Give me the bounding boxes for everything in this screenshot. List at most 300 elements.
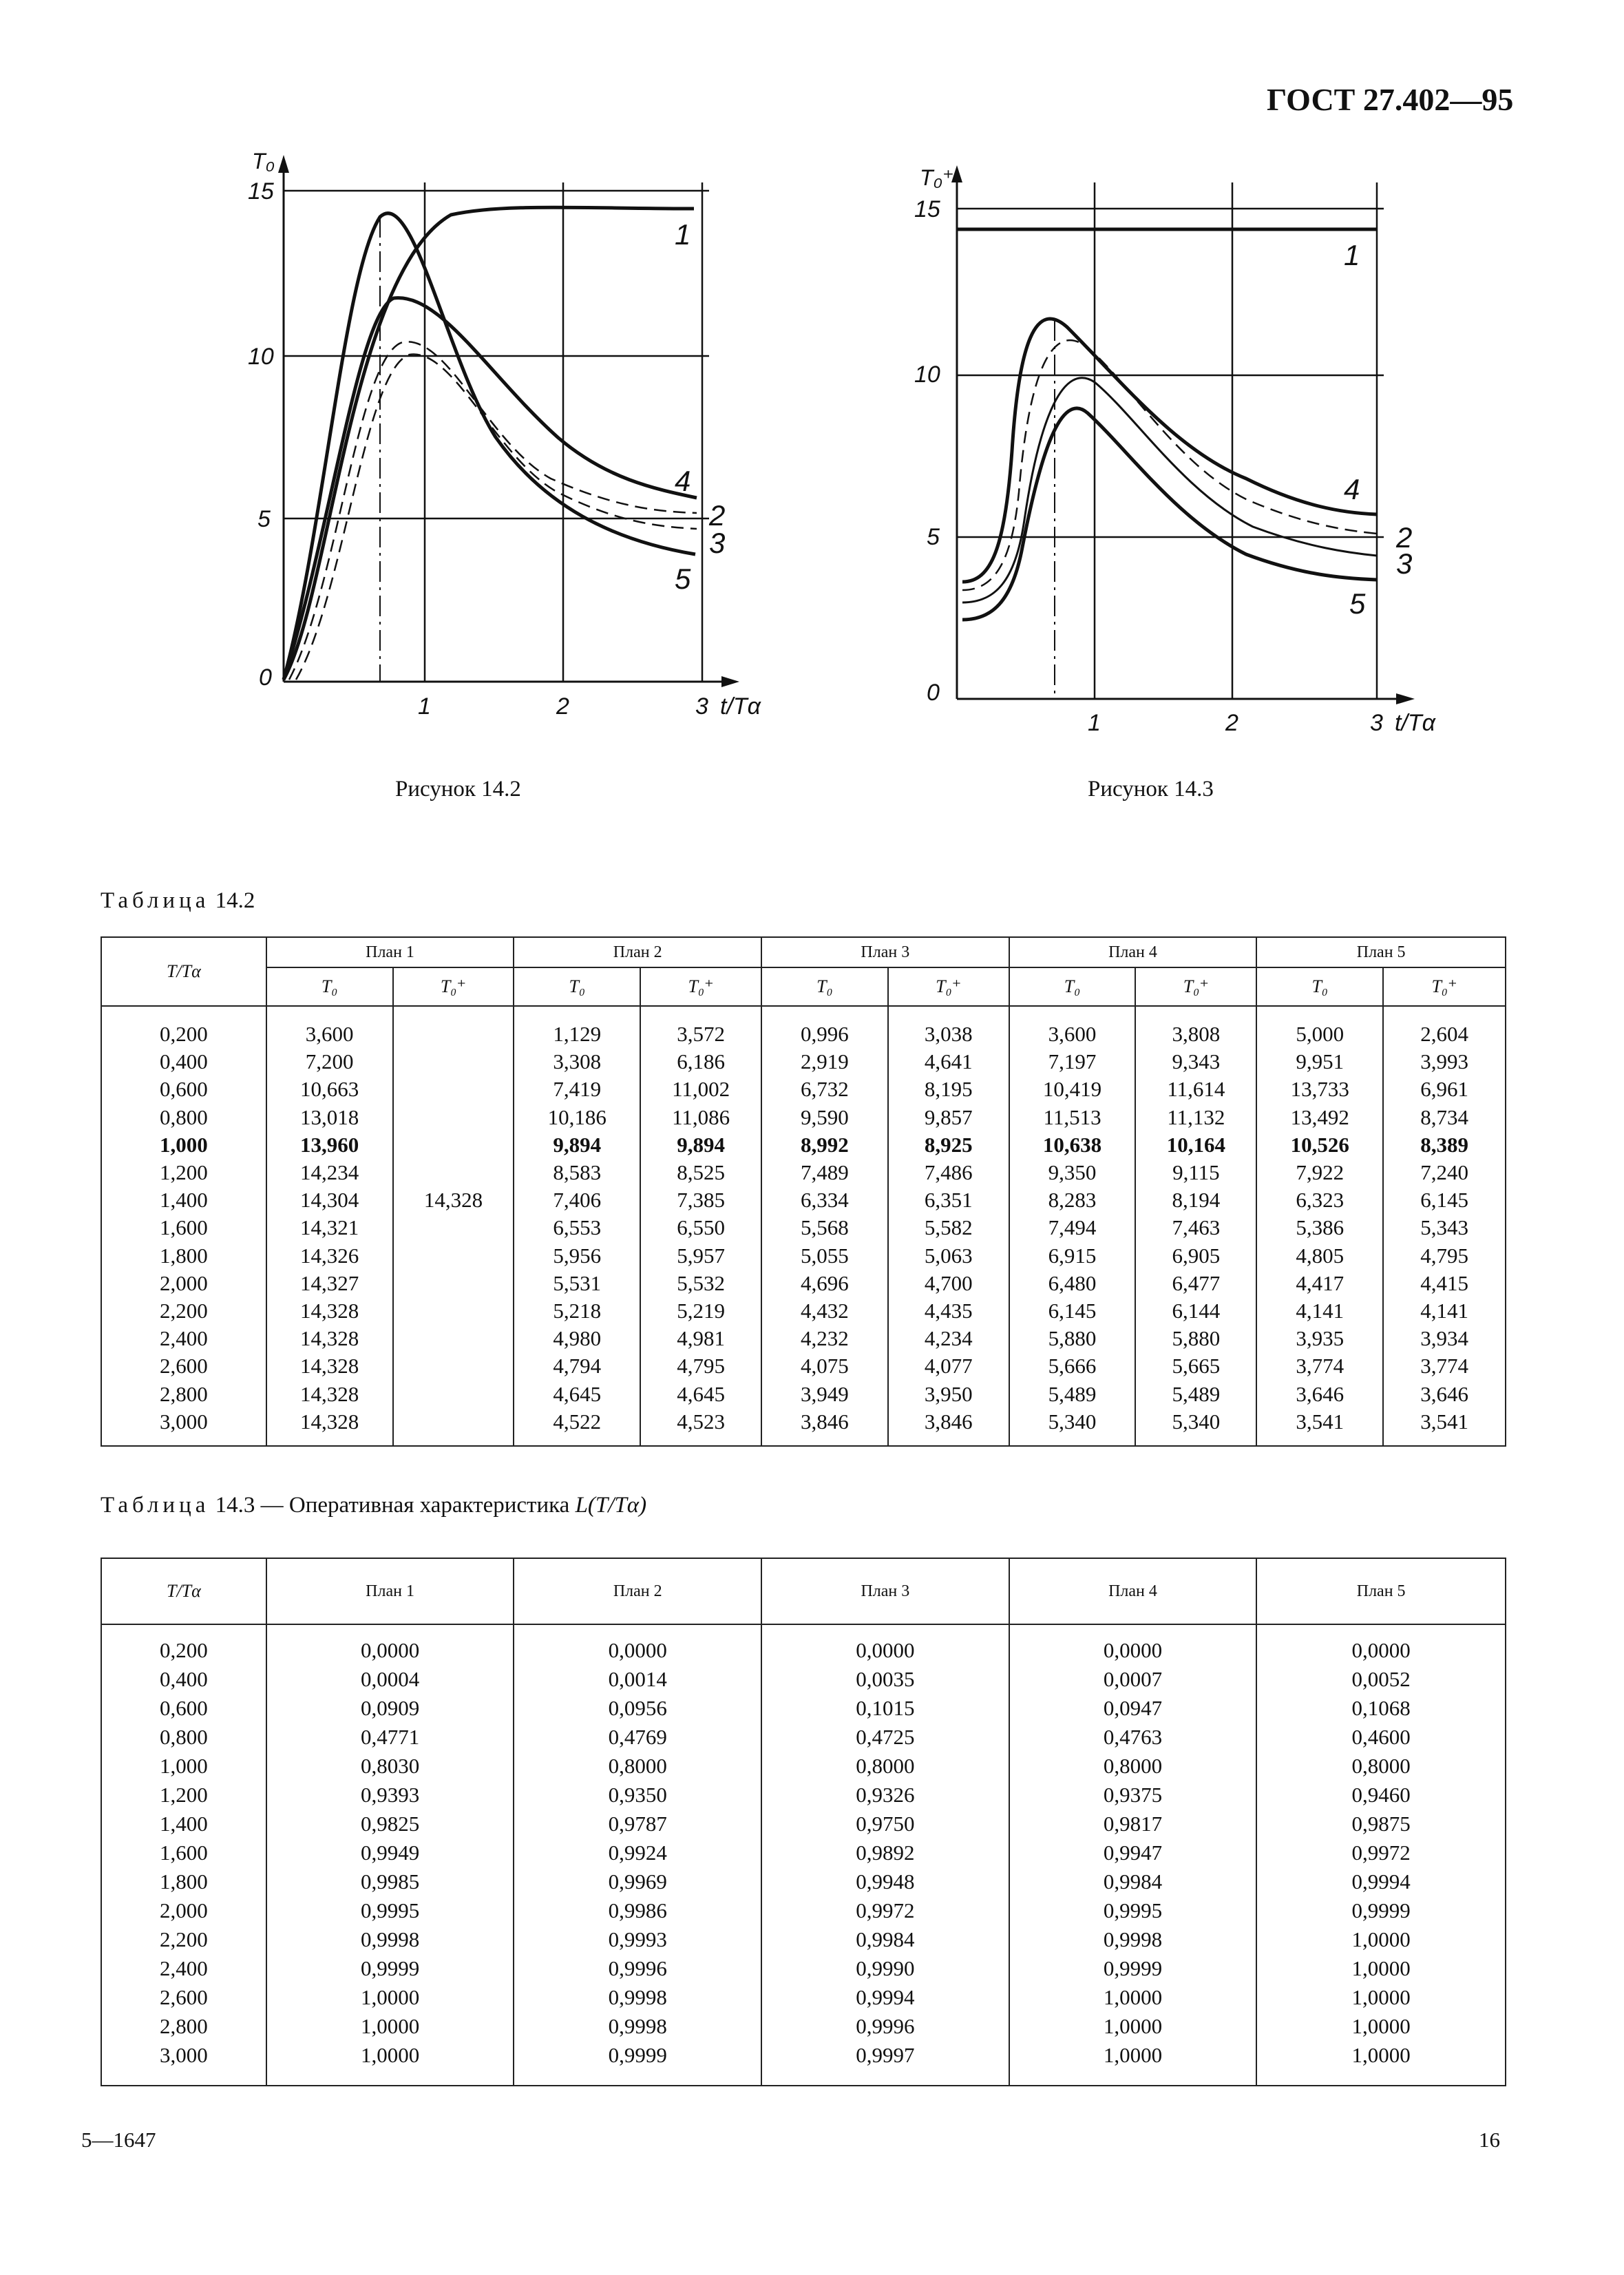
table-cell: 4,141	[1420, 1299, 1468, 1323]
table-cell: 0,0000	[856, 1638, 915, 1662]
table-cell: 5,343	[1420, 1215, 1468, 1240]
table-cell: 13,960	[299, 1132, 359, 1157]
table-cell: 6,145	[1048, 1299, 1097, 1323]
table-cell: 1,400	[160, 1812, 208, 1836]
table-cell: 9,951	[1296, 1049, 1344, 1074]
table-cell: 3,846	[801, 1409, 849, 1434]
table-cell: 0,9999	[608, 2043, 667, 2067]
table-cell: 0,9995	[1103, 1898, 1163, 1922]
table-cell: 1,800	[160, 1869, 208, 1894]
table-cell: 0,9825	[360, 1812, 420, 1836]
table-cell: 3,993	[1420, 1049, 1468, 1074]
table-cell: 1,0000	[1351, 1956, 1411, 1980]
table-cell: 0,8000	[1103, 1754, 1163, 1778]
table-cell: 2,800	[160, 2014, 208, 2038]
table-cell: 0,9326	[856, 1783, 915, 1807]
table-cell: 5,666	[1048, 1354, 1097, 1378]
table-cell: 0,200	[159, 1022, 208, 1046]
table-cell: 0,9972	[856, 1898, 915, 1922]
plan-header: План 1	[266, 1558, 514, 1624]
table-cell: 0,4725	[856, 1725, 915, 1749]
table-cell: 2,600	[159, 1354, 208, 1378]
table-cell: 0,0909	[360, 1696, 420, 1720]
table-cell: 5,340	[1048, 1409, 1097, 1434]
table-cell: 5,880	[1048, 1326, 1097, 1351]
table-cell: 5,665	[1172, 1354, 1221, 1378]
table-cell: 0,9924	[608, 1841, 667, 1865]
ratio-column	[101, 1006, 266, 1446]
table-cell: 9,115	[1172, 1160, 1220, 1185]
table-cell: 4,794	[553, 1354, 602, 1378]
table-cell	[394, 1048, 514, 1076]
y-tick-0: 0	[259, 664, 272, 691]
table-cell: 5,219	[677, 1299, 725, 1323]
table-cell	[394, 1214, 514, 1241]
table-cell: 0,9998	[608, 1985, 667, 2009]
table-cell: 11,132	[1167, 1104, 1225, 1129]
table-cell: 0,9999	[1103, 1956, 1163, 1980]
table-cell: 1,0000	[1351, 1985, 1411, 2009]
table-cell	[394, 1325, 514, 1352]
subheader-t0: T₀	[514, 967, 640, 1006]
table-cell: 4,795	[1420, 1243, 1468, 1268]
document-header: ГОСТ 27.402—95	[1267, 82, 1514, 117]
table-cell: 6,145	[1420, 1188, 1468, 1213]
table-cell: 0,9996	[856, 2014, 915, 2038]
table-cell: 1,0000	[1351, 1927, 1411, 1951]
table-cell: 0,996	[801, 1022, 849, 1046]
x-tick-1: 1	[418, 693, 431, 720]
table-cell: 8,195	[924, 1077, 973, 1102]
table-cell: 0,200	[160, 1638, 208, 1662]
x-axis-label: t/Tα	[1395, 710, 1436, 736]
table-cell: 13,492	[1290, 1104, 1349, 1129]
table-cell: 2,600	[160, 1985, 208, 2009]
table-cell: 0,8000	[856, 1754, 915, 1778]
table-cell: 0,9996	[608, 1956, 667, 1980]
subheader-t0-plus: T₀⁺	[1383, 967, 1506, 1006]
table-cell: 0,9817	[1103, 1812, 1163, 1836]
table-cell: 0,9947	[1103, 1841, 1163, 1865]
table-cell: 0,0000	[1103, 1638, 1163, 1662]
table-cell: 4,523	[677, 1409, 725, 1434]
table-cell: 0,1068	[1351, 1696, 1411, 1720]
table-cell	[394, 1408, 514, 1436]
table-cell: 0,9999	[1351, 1898, 1411, 1922]
value-column	[1135, 1006, 1256, 1446]
table-cell: 3,950	[924, 1381, 973, 1406]
table-cell: 14,234	[299, 1160, 359, 1185]
table-cell: 0,9969	[608, 1869, 667, 1894]
value-column	[514, 1624, 761, 2086]
table-cell: 10,663	[299, 1077, 359, 1102]
table-cell: 7,494	[1048, 1215, 1097, 1240]
subheader-t0: T₀	[761, 967, 888, 1006]
table-cell: 3,949	[801, 1381, 849, 1406]
table-cell: 3,646	[1420, 1381, 1468, 1406]
table-cell: 4,980	[553, 1326, 602, 1351]
table-cell: 4,696	[801, 1270, 849, 1295]
table-cell: 2,800	[159, 1381, 208, 1406]
table-cell: 3,308	[553, 1049, 602, 1074]
table-cell: 0,8030	[360, 1754, 420, 1778]
table-cell: 3,541	[1420, 1409, 1468, 1434]
table-cell: 4,432	[801, 1299, 849, 1323]
table-cell: 1,200	[159, 1160, 208, 1185]
table-header-plans	[101, 937, 1506, 967]
table-cell: 5,568	[801, 1215, 849, 1240]
value-column	[266, 1624, 514, 2086]
table-cell: 0,0007	[1103, 1667, 1163, 1691]
table-cell: 4,795	[677, 1354, 725, 1378]
table-cell: 6,351	[924, 1188, 973, 1213]
table-cell: 0,9972	[1351, 1841, 1411, 1865]
table-cell: 0,9984	[1103, 1869, 1163, 1894]
table-cell: 0,9995	[360, 1898, 420, 1922]
table-cell: 5,063	[924, 1243, 973, 1268]
table-cell: 8,194	[1172, 1188, 1221, 1213]
table-cell: 3,646	[1296, 1381, 1344, 1406]
y-tick-10: 10	[914, 361, 940, 388]
table-cell: 14,328	[299, 1381, 359, 1406]
table-cell: 7,240	[1420, 1160, 1468, 1185]
table-cell: 0,9999	[360, 1956, 420, 1980]
table-cell: 0,9986	[608, 1898, 667, 1922]
y-tick-0: 0	[927, 680, 940, 706]
table-cell: 0,9994	[856, 1985, 915, 2009]
table-cell: 11,002	[672, 1077, 730, 1102]
table-cell: 1,600	[159, 1215, 208, 1240]
x-tick-3: 3	[695, 693, 708, 720]
value-column	[1009, 1006, 1136, 1446]
table-cell	[394, 1352, 514, 1380]
page-number: 16	[1479, 2128, 1500, 2152]
table-cell: 6,915	[1048, 1243, 1097, 1268]
table-cell: 2,604	[1420, 1022, 1468, 1046]
plan-header: План 5	[1256, 937, 1506, 967]
table-cell	[394, 1270, 514, 1297]
table-cell: 1,0000	[360, 2014, 420, 2038]
table-cell: 0,9350	[608, 1783, 667, 1807]
table-cell: 4,641	[924, 1049, 973, 1074]
table-cell: 4,075	[801, 1354, 849, 1378]
table-cell	[394, 1020, 514, 1048]
table-header-sub	[101, 967, 1506, 1006]
table-cell: 9,343	[1172, 1049, 1221, 1074]
table-cell: 14,327	[299, 1270, 359, 1295]
table-cell: 7,463	[1172, 1215, 1221, 1240]
curve-label-1: 1	[675, 218, 691, 251]
curve-label-5: 5	[1349, 587, 1366, 620]
table-cell: 4,232	[801, 1326, 849, 1351]
table-cell	[394, 1131, 514, 1159]
table-caption-word: Таблица	[101, 888, 210, 913]
figure-14-3	[902, 162, 1494, 740]
table-cell: 0,9375	[1103, 1783, 1163, 1807]
table-cell: 5,218	[553, 1299, 602, 1323]
table-cell: 5,340	[1172, 1409, 1221, 1434]
table-cell: 8,992	[801, 1132, 849, 1157]
subheader-t0-plus: T₀⁺	[888, 967, 1009, 1006]
table-cell: 4,417	[1296, 1270, 1344, 1295]
y-axis-label: T₀	[252, 149, 275, 174]
table-cell: 0,9985	[360, 1869, 420, 1894]
table-cell: 14,304	[299, 1188, 359, 1213]
table-cell	[394, 1381, 514, 1408]
x-axis-label: t/Tα	[720, 693, 761, 720]
table-cell: 2,200	[160, 1927, 208, 1951]
table-cell	[394, 1159, 514, 1186]
value-column	[888, 1006, 1009, 1446]
table-cell: 5,489	[1048, 1381, 1097, 1406]
value-column	[1256, 1624, 1506, 2086]
table-cell: 13,018	[299, 1104, 359, 1129]
table-cell: 3,774	[1420, 1354, 1468, 1378]
ratio-column	[101, 1624, 266, 2086]
table-cell: 3,934	[1420, 1326, 1468, 1351]
table-cell: 0,9393	[360, 1783, 420, 1807]
figure-14-2	[227, 148, 764, 747]
curve-label-4: 4	[1344, 473, 1360, 505]
table-caption-word: Таблица	[101, 1493, 210, 1518]
table-cell: 6,961	[1420, 1077, 1468, 1102]
table-cell: 7,922	[1296, 1160, 1344, 1185]
figure-14-2-caption: Рисунок 14.2	[395, 777, 521, 801]
subheader-t0: T₀	[266, 967, 393, 1006]
table-cell: 0,600	[159, 1077, 208, 1102]
curve-label-4: 4	[675, 465, 691, 497]
plan-header: План 5	[1256, 1558, 1506, 1624]
y-tick-15: 15	[248, 178, 274, 205]
table-cell: 3,541	[1296, 1409, 1344, 1434]
table-cell: 1,600	[160, 1841, 208, 1865]
table-cell: 0,9994	[1351, 1869, 1411, 1894]
table-cell: 0,0000	[608, 1638, 667, 1662]
subheader-t0-plus: T₀⁺	[1135, 967, 1256, 1006]
table-cell: 0,400	[160, 1667, 208, 1691]
table-cell: 11,086	[672, 1104, 730, 1129]
row-header: T/Tα	[101, 1558, 266, 1624]
table-cell: 6,905	[1172, 1243, 1221, 1268]
table-cell: 10,638	[1042, 1132, 1102, 1157]
table-cell: 0,9997	[856, 2043, 915, 2067]
y-tick-5: 5	[257, 506, 271, 532]
curve-label-3: 3	[709, 527, 726, 559]
table-cell: 5,880	[1172, 1326, 1221, 1351]
value-column	[1256, 1006, 1383, 1446]
table-cell	[394, 1076, 514, 1103]
y-tick-15: 15	[914, 196, 940, 222]
table-cell: 4,435	[924, 1299, 973, 1323]
table-cell: 9,590	[801, 1104, 849, 1129]
table-cell: 0,9787	[608, 1812, 667, 1836]
table-cell: 14,328	[299, 1326, 359, 1351]
table-caption-number: 14.2	[215, 888, 255, 913]
table-cell: 7,406	[553, 1188, 602, 1213]
plan-header: План 1	[266, 937, 514, 967]
table-cell: 0,9750	[856, 1812, 915, 1836]
table-cell: 8,389	[1420, 1132, 1468, 1157]
table-cell	[394, 1297, 514, 1325]
table-cell: 4,645	[677, 1381, 725, 1406]
table-cell: 3,572	[677, 1022, 725, 1046]
value-column	[1009, 1624, 1257, 2086]
table-cell: 7,385	[677, 1188, 725, 1213]
table-cell: 14,321	[299, 1215, 359, 1240]
table-cell: 0,9998	[1103, 1927, 1163, 1951]
table-cell: 0,8000	[608, 1754, 667, 1778]
x-tick-1: 1	[1088, 710, 1101, 736]
table-cell: 13,733	[1290, 1077, 1349, 1102]
table-cell: 1,200	[160, 1783, 208, 1807]
table-cell: 11,513	[1043, 1104, 1101, 1129]
table-cell: 4,077	[924, 1354, 973, 1378]
table-cell: 0,9875	[1351, 1812, 1411, 1836]
table-14-2-caption	[101, 888, 255, 914]
value-column	[514, 1006, 640, 1446]
table-cell: 0,9990	[856, 1956, 915, 1980]
table-cell: 6,477	[1172, 1270, 1221, 1295]
table-cell: 0,0035	[856, 1667, 915, 1691]
table-cell: 5,531	[553, 1270, 602, 1295]
table-cell: 0,0956	[608, 1696, 667, 1720]
table-cell: 0,400	[159, 1049, 208, 1074]
subheader-t0-plus: T₀⁺	[393, 967, 514, 1006]
table-cell: 0,4769	[608, 1725, 667, 1749]
value-column	[266, 1006, 393, 1446]
table-cell: 4,805	[1296, 1243, 1344, 1268]
table-cell: 9,350	[1048, 1160, 1097, 1185]
table-cell: 0,0947	[1103, 1696, 1163, 1720]
curve-label-5: 5	[675, 563, 691, 595]
table-cell: 10,526	[1290, 1132, 1349, 1157]
table-cell: 0,9998	[608, 2014, 667, 2038]
table-body	[101, 1006, 1506, 1446]
row-header: T/Tα	[101, 937, 266, 1006]
table-cell: 6,334	[801, 1188, 849, 1213]
table-cell: 0,0052	[1351, 1667, 1411, 1691]
table-cell: 1,000	[160, 1754, 208, 1778]
table-cell	[394, 1104, 514, 1131]
table-cell: 9,894	[553, 1132, 602, 1157]
table-cell: 0,0000	[360, 1638, 420, 1662]
table-header-plans	[101, 1558, 1506, 1624]
table-cell: 8,283	[1048, 1188, 1097, 1213]
table-cell: 2,000	[160, 1898, 208, 1922]
footer-code: 5—1647	[81, 2128, 156, 2152]
table-cell: 0,0000	[1351, 1638, 1411, 1662]
table-cell: 0,600	[160, 1696, 208, 1720]
table-cell: 8,583	[553, 1160, 602, 1185]
table-cell: 8,734	[1420, 1104, 1468, 1129]
table-cell: 6,553	[553, 1215, 602, 1240]
value-column	[640, 1006, 761, 1446]
table-cell: 2,200	[159, 1299, 208, 1323]
table-cell: 0,8000	[1351, 1754, 1411, 1778]
y-tick-5: 5	[927, 524, 940, 550]
table-cell: 7,419	[553, 1077, 602, 1102]
table-cell: 4,645	[553, 1381, 602, 1406]
table-cell: 2,000	[159, 1270, 208, 1295]
plan-header: План 3	[761, 937, 1009, 967]
table-cell: 7,489	[801, 1160, 849, 1185]
table-cell: 3,038	[924, 1022, 973, 1046]
table-cell: 1,400	[159, 1188, 208, 1213]
table-cell: 4,522	[553, 1409, 602, 1434]
table-cell: 14,328	[299, 1354, 359, 1378]
table-caption-rest: 14.3 — Оперативная характеристика	[215, 1493, 570, 1518]
table-cell: 0,0014	[608, 1667, 667, 1691]
x-tick-3: 3	[1370, 710, 1383, 736]
table-cell: 6,480	[1048, 1270, 1097, 1295]
table-cell: 10,164	[1166, 1132, 1226, 1157]
table-14-3-caption	[101, 1493, 646, 1518]
subheader-t0: T₀	[1256, 967, 1383, 1006]
table-cell: 5,000	[1296, 1022, 1344, 1046]
table-cell: 14,328	[299, 1409, 359, 1434]
table-cell: 8,525	[677, 1160, 725, 1185]
table-cell: 0,9993	[608, 1927, 667, 1951]
table-cell: 1,0000	[360, 2043, 420, 2067]
table-body	[101, 1624, 1506, 2086]
table-cell: 14,328	[423, 1188, 483, 1213]
table-cell: 0,4763	[1103, 1725, 1163, 1749]
table-cell: 10,186	[547, 1104, 607, 1129]
table-cell: 6,550	[677, 1215, 725, 1240]
table-cell: 1,0000	[1103, 1985, 1163, 2009]
table-cell: 2,400	[160, 1956, 208, 1980]
table-cell: 1,0000	[1103, 2043, 1163, 2067]
table-cell: 0,9984	[856, 1927, 915, 1951]
y-tick-10: 10	[248, 344, 274, 370]
table-cell: 5,489	[1172, 1381, 1221, 1406]
plan-header: План 4	[1009, 937, 1257, 967]
table-cell: 8,925	[924, 1132, 973, 1157]
table-cell: 3,846	[924, 1409, 973, 1434]
table-cell: 1,000	[159, 1132, 208, 1157]
table-cell: 6,732	[801, 1077, 849, 1102]
table-cell: 3,000	[160, 2043, 208, 2067]
table-cell: 1,800	[159, 1243, 208, 1268]
table-cell: 4,700	[924, 1270, 973, 1295]
table-cell: 5,055	[801, 1243, 849, 1268]
table-cell: 3,808	[1172, 1022, 1221, 1046]
value-column	[393, 1006, 514, 1446]
table-cell: 9,857	[924, 1104, 973, 1129]
value-column	[761, 1006, 888, 1446]
subheader-t0: T₀	[1009, 967, 1136, 1006]
plan-header: План 2	[514, 937, 761, 967]
table-cell: 0,9949	[360, 1841, 420, 1865]
table-cell: 1,0000	[1351, 2043, 1411, 2067]
table-cell: 14,326	[299, 1243, 359, 1268]
value-column	[761, 1624, 1009, 2086]
table-cell: 1,0000	[360, 1985, 420, 2009]
table-cell: 0,9948	[856, 1869, 915, 1894]
subheader-t0-plus: T₀⁺	[640, 967, 761, 1006]
table-cell: 5,956	[553, 1243, 602, 1268]
table-cell: 6,186	[677, 1049, 725, 1074]
table-cell: 0,4600	[1351, 1725, 1411, 1749]
table-cell: 14,328	[299, 1299, 359, 1323]
x-tick-2: 2	[556, 693, 569, 720]
table-cell: 3,600	[1048, 1022, 1097, 1046]
table-cell: 10,419	[1042, 1077, 1102, 1102]
table-cell: 5,532	[677, 1270, 725, 1295]
table-cell: 6,144	[1172, 1299, 1221, 1323]
table-cell: 0,9892	[856, 1841, 915, 1865]
table-cell	[394, 1242, 514, 1270]
